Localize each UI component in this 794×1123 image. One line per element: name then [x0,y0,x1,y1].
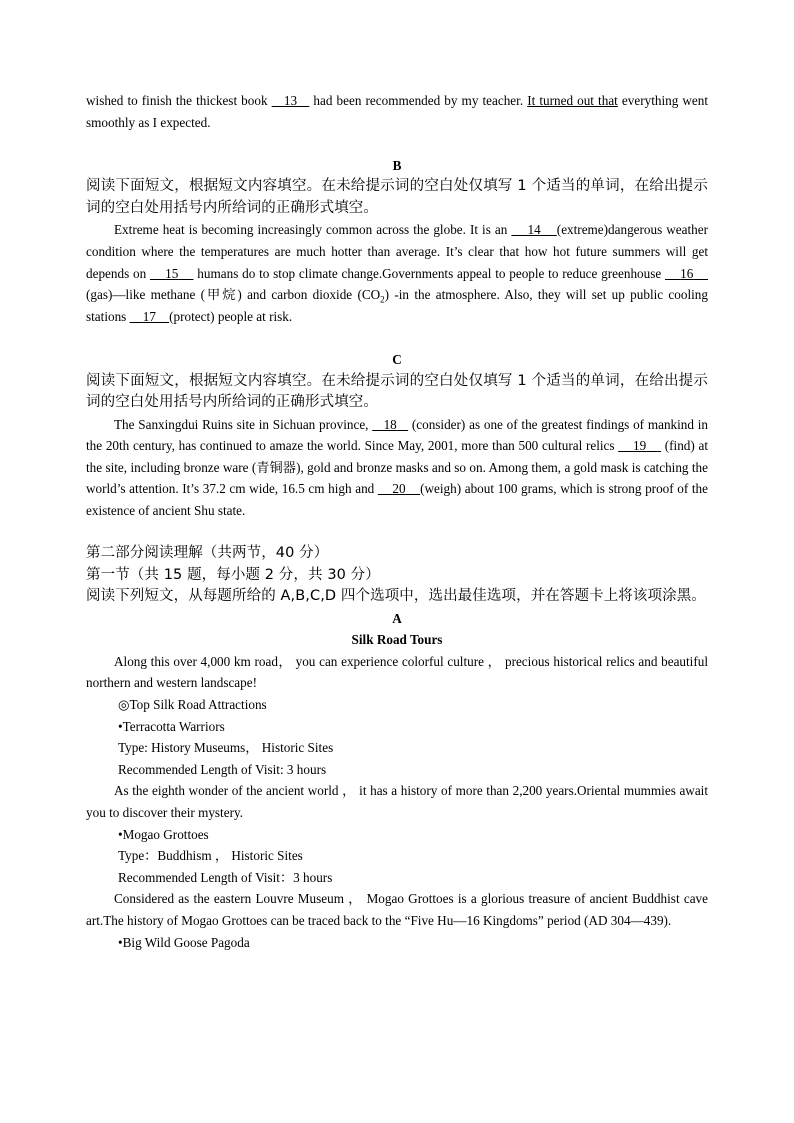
blank-number: 14 [527,222,541,238]
underlined-phrase: It turned out that [527,93,618,108]
blank-number: 17 [142,308,156,324]
document-page [86,90,708,953]
blank-number: 16 [680,265,694,281]
text: The Sanxingdui Ruins site in Sichuan province, [114,416,373,432]
section-c-letter: C [392,351,402,367]
attraction-1-length: Recommended Length of Visit: 3 hours [118,761,327,777]
part2-section: 第一节（共 15 题，每小题 2 分，共 30 分） [86,566,380,583]
blank-19[interactable] [618,438,661,453]
blank-17[interactable] [130,309,170,324]
attraction-1-name: •Terracotta Warriors [118,718,225,734]
part2-instruction: 阅读下列短文，从每题所给的 A,B,C,D 四个选项中，选出最佳选项，并在答题卡上将该项涂黑。 [86,588,706,605]
text: (gas)—like methane (甲烷) and carbon dioxide (CO [86,287,381,303]
text: (find) at the site, including bronze ware (青铜器), gold and bronze masks and so on. Among them, a gold mask is catching the world’s attention. It’s 37.2 cm wide, 16.5 cm high and [86,438,709,497]
passage-intro: Along this over 4,000 km road， you can experience colorful culture ， precious historical relics and beautiful northern and western landscape! [86,653,708,691]
attraction-1-type: Type: History Museums， Historic Sites [118,740,334,756]
attraction-3-name: •Big Wild Goose Pagoda [118,934,250,950]
blank-number: 15 [165,265,179,281]
text: Extreme heat is becoming increasingly common across the globe. It is an [114,222,512,238]
attraction-2-length: Recommended Length of Visit：3 hours [118,869,333,885]
text: humans do to stop climate change.Governments appeal to people to reduce greenhouse [193,265,665,281]
text: had been recommended by my teacher. [309,93,528,108]
paragraph-a-end [86,90,708,133]
attraction-2-type: Type：Buddhism ， Historic Sites [118,848,303,864]
text: ) -in the atmosphere. Also, they will set up public cooling stations [86,287,708,324]
text: (protect) people at risk. [169,308,293,324]
part2-heading: 第二部分阅读理解（共两节，40 分） [86,545,329,562]
blank-15[interactable] [150,266,194,281]
attraction-2-name: •Mogao Grottoes [118,826,209,842]
attraction-1-desc: As the eighth wonder of the ancient world ， it has a history of more than 2,200 years.Oriental mummies await you to discover their mystery. [86,783,708,820]
blank-number: 20 [392,481,406,497]
attraction-2-desc: Considered as the eastern Louvre Museum ， Mogao Grottoes is a glorious treasure of ancient Buddhist cave art.The history of Mogao Grottoes can be traced back to the “Five Hu—16 Kingdoms” period (AD 304—439). [86,891,708,928]
section-c-passage [86,414,708,522]
text: wished to finish the thickest book [86,93,272,108]
section-c-instruction: 阅读下面短文，根据短文内容填空。在未给提示词的空白处仅填写 1 个适当的单词，在给出提示词的空白处用括号内所给词的正确形式填空。 [86,372,708,411]
section-b-passage [86,219,708,327]
text: (consider) as one of the greatest findings of mankind in the 20th century, has continued to amaze the world. Since May, 2001, more than 500 cultural relics [86,416,709,454]
blank-16[interactable] [665,266,708,281]
passage-a-title: Silk Road Tours [351,632,443,648]
blank-13[interactable] [272,93,310,108]
blank-number: 19 [633,438,647,454]
text: (extreme)dangerous weather condition where the temperatures are much hotter than average. It’s clear that how hot future summers will get depends on [86,222,709,281]
section-b-letter: B [392,157,402,173]
passage-a-letter: A [392,610,402,626]
blank-18[interactable] [372,417,408,432]
blank-14[interactable] [511,222,556,237]
blank-number: 18 [383,416,397,432]
blank-number: 13 [283,93,298,108]
blank-20[interactable] [378,481,420,496]
text: (weigh) about 100 grams, which is strong proof of the existence of ancient Shu state. [86,481,708,518]
text: everything went smoothly as I expected. [86,93,709,130]
section-b-instruction: 阅读下面短文，根据短文内容填空。在未给提示词的空白处仅填写 1 个适当的单词，在给出提示词的空白处用括号内所给词的正确形式填空。 [86,178,708,216]
attractions-heading: ◎Top Silk Road Attractions [118,696,267,712]
subscript: 2 [380,294,385,305]
